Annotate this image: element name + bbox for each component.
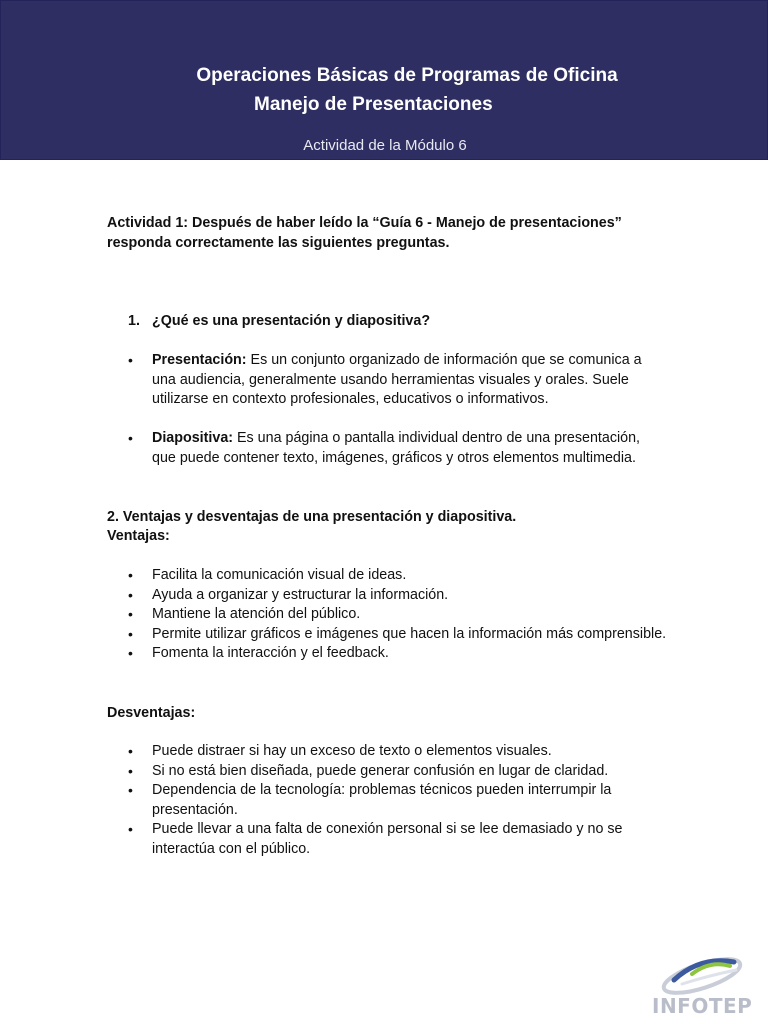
list-item: • Ayuda a organizar y estructurar la información. bbox=[107, 586, 667, 606]
term-diapositiva: Diapositiva: bbox=[152, 430, 234, 446]
term-presentacion: Presentación: bbox=[152, 352, 247, 368]
disadvantages-list bbox=[107, 742, 667, 860]
list-item: • Facilita la comunicación visual de ideas. bbox=[107, 566, 667, 586]
infotep-logo-text: INFOTEP bbox=[652, 994, 753, 1018]
list-item: • Mantiene la atención del público. bbox=[107, 605, 667, 625]
list-item: • Fomenta la interacción y el feedback. bbox=[107, 644, 667, 664]
document-header bbox=[0, 0, 768, 160]
list-item: • Puede distraer si hay un exceso de texto o elementos visuales. bbox=[107, 742, 667, 762]
header-title-line1: Operaciones Básicas de Programas de Oficina bbox=[196, 65, 618, 86]
infotep-logo bbox=[652, 950, 753, 1020]
infotep-logo-icon bbox=[652, 950, 748, 998]
list-item: • Si no está bien diseñada, puede generar confusión en lugar de claridad. bbox=[107, 762, 667, 782]
list-item bbox=[107, 429, 667, 468]
advantages-heading: Ventajas: bbox=[107, 528, 170, 544]
document-body bbox=[107, 214, 667, 857]
question-1-answer-list bbox=[107, 351, 667, 410]
list-item bbox=[107, 351, 667, 410]
definition-presentacion: Es un conjunto organizado de información que se comunica a una audiencia, generalmente usando herramientas visuales y orales. Suele utilizarse en contexto profesionales, educativos o informativos. bbox=[152, 352, 642, 408]
question-1-text: ¿Qué es una presentación y diapositiva? bbox=[152, 313, 431, 329]
advantages-list bbox=[107, 566, 667, 664]
list-item: • Puede llevar a una falta de conexión personal si se lee demasiado y no se interactúa con el público. bbox=[107, 820, 667, 859]
list-item: • Permite utilizar gráficos e imágenes que hacen la información más comprensible. bbox=[107, 625, 667, 645]
list-item: • Dependencia de la tecnología: problemas técnicos pueden interrumpir la presentación. bbox=[107, 781, 667, 820]
question-2-text: 2. Ventajas y desventajas de una presentación y diapositiva. bbox=[107, 509, 517, 525]
disadvantages-heading: Desventajas: bbox=[107, 705, 196, 721]
definition-diapositiva: Es una página o pantalla individual dentro de una presentación, que puede contener texto, imágenes, gráficos y otros elementos multimedia. bbox=[152, 430, 641, 466]
question-1-number: 1. bbox=[128, 313, 140, 329]
activity-instructions: Actividad 1: Después de haber leído la “Guía 6 - Manejo de presentaciones” responda correctamente las siguientes preguntas. bbox=[107, 215, 622, 251]
header-subtitle: Actividad de la Módulo 6 bbox=[303, 137, 467, 154]
question-1-answer-list-2 bbox=[107, 429, 667, 468]
header-title-line2: Manejo de Presentaciones bbox=[254, 94, 493, 115]
